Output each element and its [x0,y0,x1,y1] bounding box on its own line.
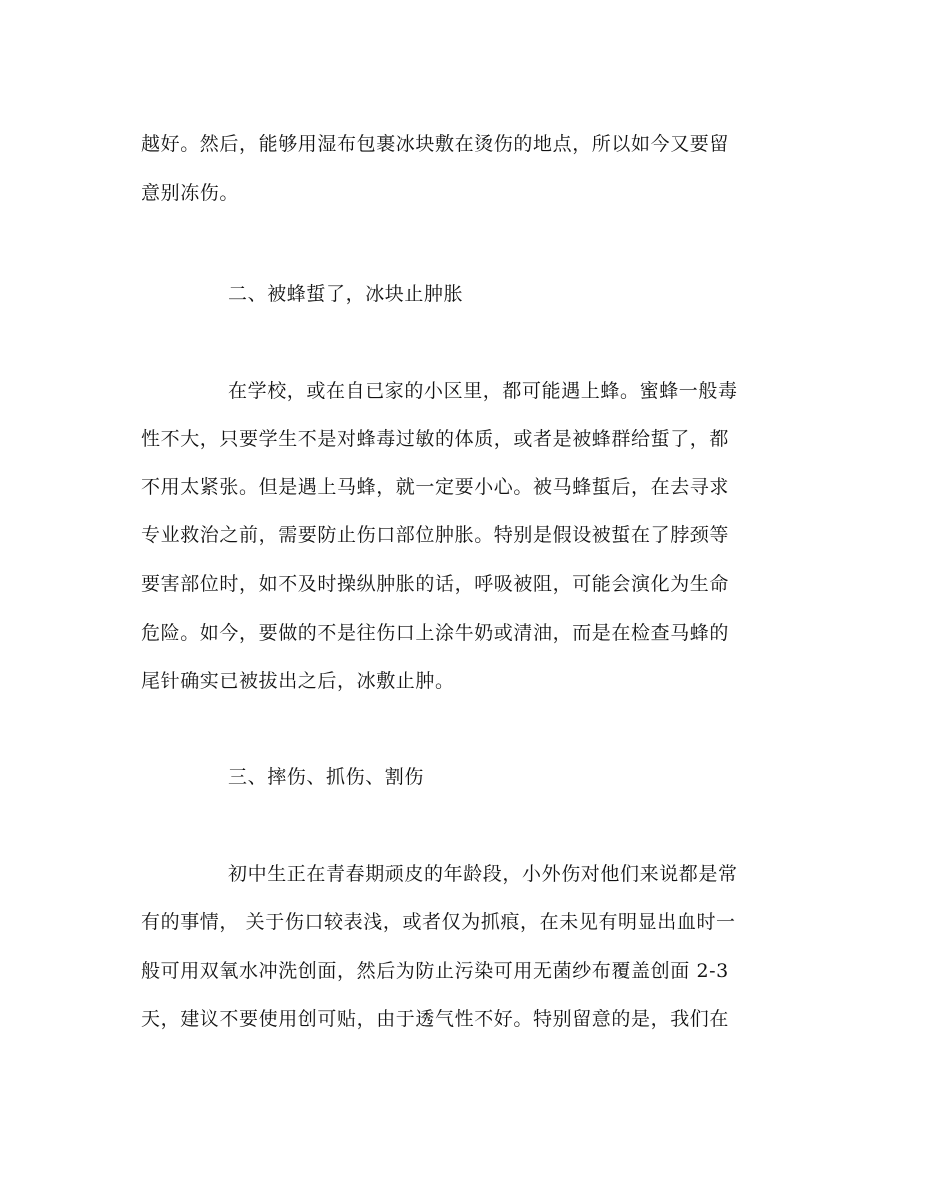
para-3-line-2: 有的事情， 关于伤口较表浅，或者仅为抓痕，在未见有明显出血时一 [141,911,736,933]
para-2-line-4: 专业救治之前，需要防止伤口部位肿胀。特别是假设被蜇在了脖颈等 [141,524,730,546]
para-2-line-7: 尾针确实已被拔出之后，冰敷止肿。 [141,670,455,692]
para-2-line-5: 要害部位时，如不及时操纵肿胀的话，呼吸被阻，可能会演化为生命 [141,573,730,595]
section-heading-2: 二、被蜂蜇了，冰块止肿胀 [228,283,464,305]
intro-line-1: 越好。然后，能够用湿布包裹冰块敷在烫伤的地点，所以如今又要留 [141,133,730,155]
para-2-line-6: 危险。如今，要做的不是往伤口上涂牛奶或清油，而是在检查马蜂的 [141,622,730,644]
intro-line-2: 意别冻伤。 [141,182,240,204]
para-2-line-2: 性不大，只要学生不是对蜂毒过敏的体质，或者是被蜂群给蜇了，都 [141,428,730,450]
para-3-line-1: 初中生正在青春期顽皮的年龄段，小外伤对他们来说都是常 [228,863,738,885]
para-2-line-1: 在学校，或在自已家的小区里，都可能遇上蜂。蜜蜂一般毒 [228,380,738,402]
section-heading-3: 三、摔伤、抓伤、割伤 [228,766,425,788]
para-2-line-3: 不用太紧张。但是遇上马蜂，就一定要小心。被马蜂蜇后，在去寻求 [141,476,730,498]
para-3-line-4: 天，建议不要使用创可贴，由于透气性不好。特别留意的是，我们在 [141,1008,730,1030]
para-3-line-3: 般可用双氧水冲洗创面，然后为防止污染可用无菌纱布覆盖创面 2-3 [141,960,729,982]
